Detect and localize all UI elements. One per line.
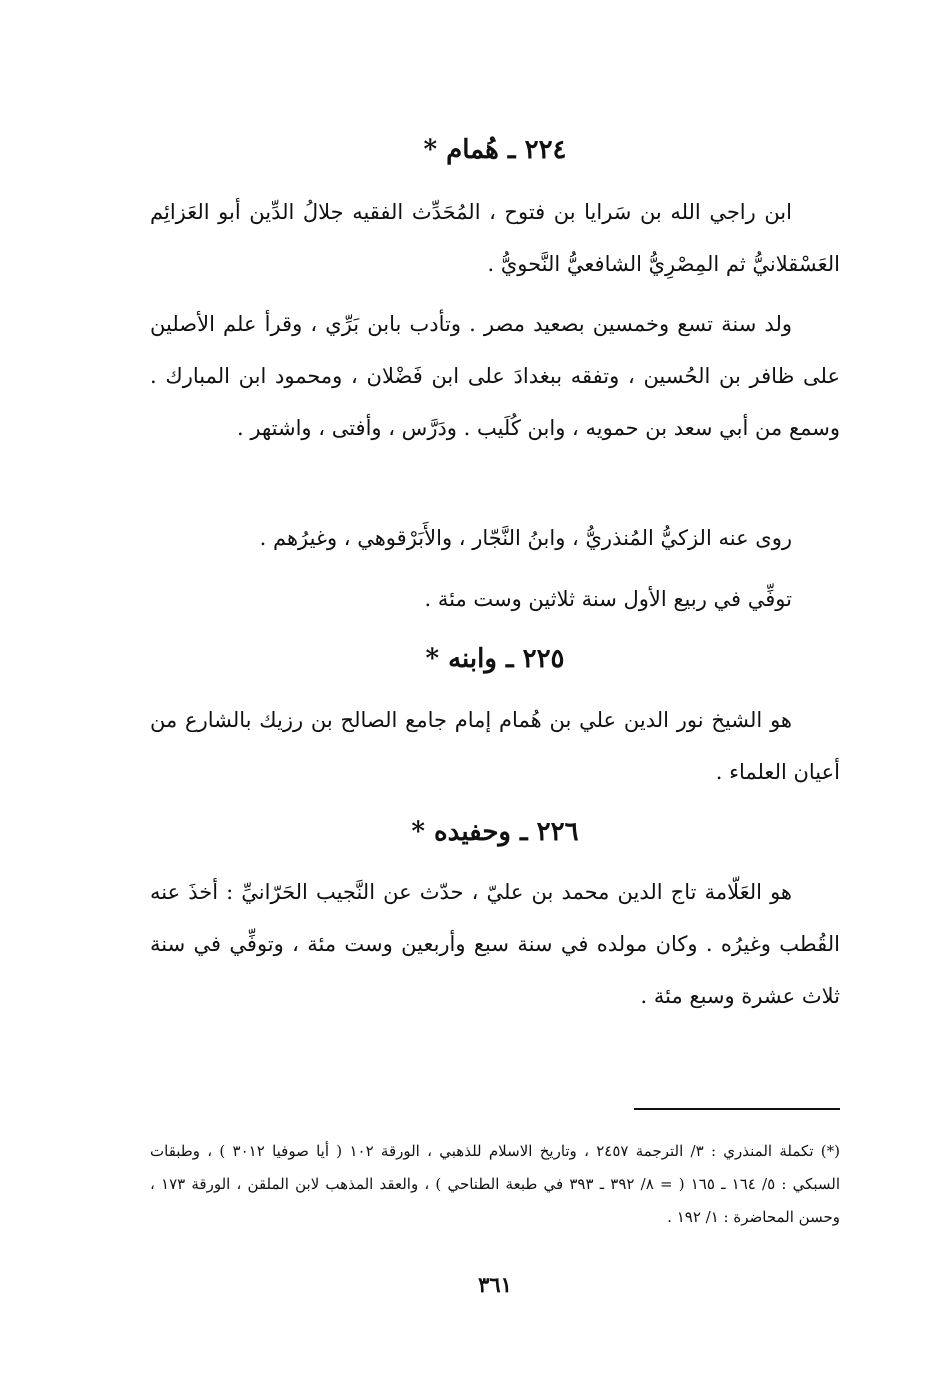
- entry-226-paragraph-1: هو العَلّامة تاج الدين محمد بن عليّ ، حدّث عن النَّجيب الحَرّانيِّ : أخذَ عنه القُطب وغيرُه . وكان مولده في سنة سبع وأربعين وست مئة ، وتوفِّي في سنة ثلاث عشرة وسبع مئة .: [150, 880, 840, 1008]
- entry-heading-224: ٢٢٤ ـ هُمام *: [423, 135, 567, 165]
- footnote: (*) تكملة المنذري : ٣/ الترجمة ٢٤٥٧ ، وتاريخ الاسلام للذهبي ، الورقة ١٠٢ ( أيا صوفيا ٣٠١٢ ) ، وطبقات السبكي : ٥/ ١٦٤ ـ ١٦٥ ( = ٨/ ٣٩٢ ـ ٣٩٣ في طبعة الطناحي ) ، والعقد المذهب لابن الملقن ، الورقة ١٧٣ ، وحسن المحاضرة : ١/ ١٩٢ .: [150, 1142, 841, 1226]
- entry-224-paragraph-2: ولد سنة تسع وخمسين بصعيد مصر . وتأدب بابن بَرِّي ، وقرأ علم الأصلين على ظافر بن الحُسين ، وتفقه ببغدادَ على ابن فَضْلان ، ومحمود ابن المبارك . وسمع من أبي سعد بن حمويه ، وابن كُلَيب . ودَرَّس ، وأفتى ، واشتهر .: [150, 312, 840, 440]
- entry-225-paragraph-1: هو الشيخ نور الدين علي بن هُمام إمام جامع الصالح بن رزيك بالشارع من أعيان العلماء .: [150, 708, 840, 784]
- entry-heading-225: ٢٢٥ ـ وابنه *: [425, 644, 565, 674]
- footnote-divider: [634, 1108, 840, 1110]
- entry-heading-226: ٢٢٦ ـ وحفيده *: [411, 817, 579, 847]
- entry-224-paragraph-4: توفِّي في ربيع الأول سنة ثلاثين وست مئة .: [424, 587, 792, 611]
- book-page: [150, 0, 840, 1374]
- entry-224-paragraph-3: روى عنه الزكيُّ المُنذريُّ ، وابنُ النَّجّار ، والأَبَرْقوهي ، وغيرُهم .: [259, 526, 792, 550]
- entry-224-paragraph-1: ابن راجي الله بن سَرايا بن فتوح ، المُحَدِّث الفقيه جلالُ الدِّين أبو العَزائِم العَسْقلانيُّ ثم المِصْرِيُّ الشافعيُّ النَّحويُّ .: [150, 200, 840, 276]
- page-number: ٣٦١: [478, 1272, 512, 1297]
